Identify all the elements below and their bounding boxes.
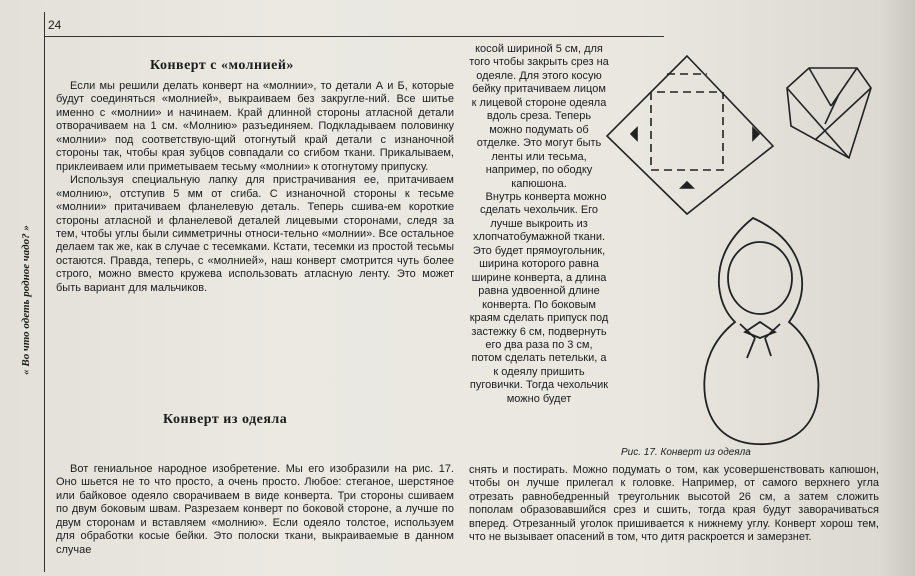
page-number: 24 (48, 18, 62, 32)
envelope-outline (787, 68, 871, 158)
section-title-blanket: Конверт из одеяла (163, 412, 288, 427)
section1-body (56, 80, 454, 295)
envelope-flap-1 (809, 68, 831, 106)
arrow-left (631, 128, 637, 140)
next-page-edge (879, 0, 915, 576)
section2-paragraph: Вот гениальное народное изобретение. Мы его изобразили на рис. 17. Оно шьется не то что просто, а очень просто. Любое: стеганое, шерстяное или байковое одеяло сворачиваем в виде конверта. Три стороны сшиваем по двум боковым швам. Разрезаем конверт по боковой стороне, а лучше по двум сторонам и вставляем «молнию». Если одеяло толстое, используем для обработки косые бейки. Это полоски ткани, выкраиваемые в данном случае (56, 463, 454, 556)
header-rule (44, 36, 664, 37)
section1-paragraph-1: Если мы решили делать конверт на «молнии», то детали А и Б, которые будут соединяться «молнией», выкраиваем без закругле-ний. Все шитье именно с «молнии» и начинаем. Край длинной стороны атласной детали отворачиваем на 1 см. «Молнию» разъединяем. Подкладываем половинку «молнии» под соответствую-щий отогнутый край детали с изнаночной стороны так, чтобы края зубцов совпадали со сгибом ткани. Прикалываем, приклеиваем или приметываем тесьму «молнии» к отогнутому припуску. (56, 80, 454, 173)
envelope-body (704, 218, 818, 444)
bottom-text (469, 464, 879, 545)
ribbon-bow (745, 322, 775, 338)
section2-body (56, 463, 454, 557)
ribbon-ends (747, 338, 771, 358)
arrow-bottom (681, 182, 693, 188)
figure-17-drawings (605, 46, 880, 446)
figure-caption: Рис. 17. Конверт из одеяла (621, 447, 751, 458)
bottom-paragraph: снять и постирать. Можно подумать о том, как усовершенствовать капюшон, чтобы он лучше прилегал к головке. Например, от самого верхнего угла отрезать равнобедренный треугольник высотой 26 см, а затем сложить пополам образовавшийся срез и сшить, тогда края будут заворачиваться вперед. Отрезанный уголок пришивается к нижнему углу. Конверт хорош тем, что не вызывает опасений в том, что дитя раскроется и замерзнет. (469, 464, 879, 544)
flat-blanket-diagram (607, 56, 773, 214)
vertical-rule (44, 12, 45, 572)
section1-paragraph-2: Используя специальную лапку для пристрачивания ее, притачиваем «молнию», отступив 5 мм от сгиба. С изнаночной стороны к тесьме «молнии» притачиваем фланелевую деталь. Теперь сшива-ем короткие стороны атласной и фланелевой деталей лицевыми сторонами, следя за тем, чтобы углы были симметричны относи-тельно «молнии». Все остальное делаем так же, как в случае с тесемками. Кстати, тесемки из простой тесьмы остаются. Правда, теперь, с «молнией», наш конверт смотрится чуть более строго, можно вместо кружева использовать атласную ленту. Это может быть вариант для мальчиков. (56, 174, 454, 294)
narrow-paragraph-2: Внутрь конверта можно сделать чехольчик. Его лучше выкроить из хлопчатобумажной ткани. Это будет прямоугольник, ширина которого равна ширине конверта, а длина равна удвоенной длине конверта. По боковым краям сделать припуск под застежку 6 см, подвернуть его два раза по 3 см, потом сделать петельки, а к одеялу пришить пуговички. Тогда чехольчик можно будет (469, 190, 609, 405)
fold-line-frame (651, 92, 723, 170)
baby-in-envelope-drawing (704, 218, 818, 444)
narrow-column (469, 43, 609, 406)
running-head: « Во что одеть родное чадо? » (20, 225, 32, 375)
folded-envelope-diagram (787, 68, 871, 158)
section-title-zipper: Конверт с «молнией» (150, 58, 294, 73)
hood-opening (728, 242, 792, 314)
narrow-paragraph-1: косой шириной 5 см, для того чтобы закрыть срез на одеяле. Для этого косую бейку притачиваем лицом к лицевой стороне одеяла вдоль среза. Теперь можно подумать об отделке. Это могут быть ленты или тесьма, например, по ободку капюшона. (469, 43, 609, 190)
envelope-diagonal-1 (787, 88, 849, 158)
envelope-flap-2 (831, 68, 857, 106)
